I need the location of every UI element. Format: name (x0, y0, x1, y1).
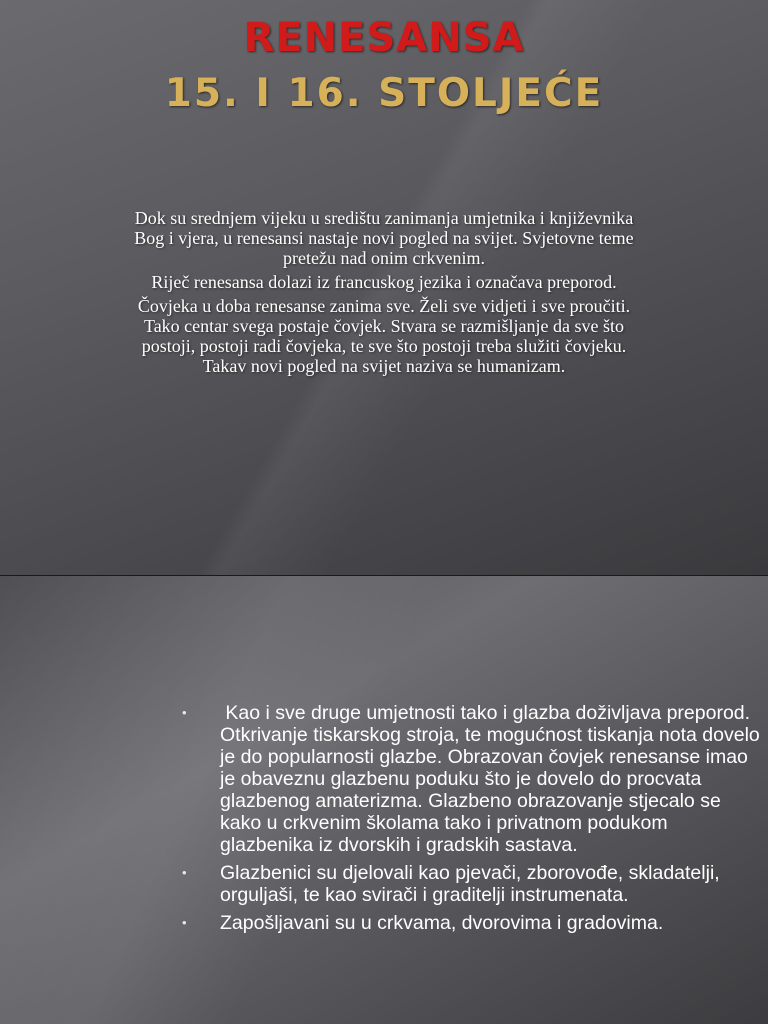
bullet-text: Glazbenici su djelovali kao pjevači, zborovođe, skladatelji, orguljaši, te kao svirači i graditelji instrumenata. (220, 862, 720, 906)
list-item (182, 862, 762, 906)
bullet-text: Kao i sve druge umjetnosti tako i glazba doživljava preporod. Otkrivanje tiskarskog stroja, te mogućnost tiskanja nota dovelo je do popularnosti glazbe. Obrazovan čovjek renesanse imao je obaveznu glazbenu poduku što je dovelo do procvata glazbenog amaterizma. Glazbeno obrazovanje stjecalo se kako u crkvenim školama tako i privatnom podukom glazbenika iz dvorskih i gradskih sastava. (220, 702, 766, 856)
slide-title: RENESANSA (243, 15, 525, 61)
list-item (182, 702, 766, 856)
paragraph-2: Riječ renesansa dolazi iz francuskog jezika i označava preporod. (151, 272, 617, 292)
slide-2 (0, 576, 768, 1024)
bullet-icon: • (182, 865, 187, 880)
intro-text (118, 208, 650, 380)
paragraph-3: Čovjeka u doba renesanse zanima sve. Želi sve vidjeti i sve proučiti. Tako centar svega postaje čovjek. Stvara se razmišljanje da sve što postoji, postoji radi čovjeka, te sve što postoji treba služiti čovjeku. Takav novi pogled na svijet naziva se humanizam. (137, 296, 631, 376)
slide-subtitle: 15. I 16. STOLJEĆE (164, 71, 604, 116)
list-item (182, 912, 762, 934)
bullet-icon: • (182, 915, 187, 930)
paragraph-1: Dok su srednjem vijeku u središtu zanimanja umjetnika i književnika Bog i vjera, u renesansi nastaje novi pogled na svijet. Svjetovne teme pretežu nad onim crkvenim. (134, 208, 634, 268)
bullet-text: Zapošljavani su u crkvama, dvorovima i gradovima. (220, 912, 664, 934)
bullet-list (182, 702, 766, 940)
bullet-icon: • (182, 705, 187, 720)
